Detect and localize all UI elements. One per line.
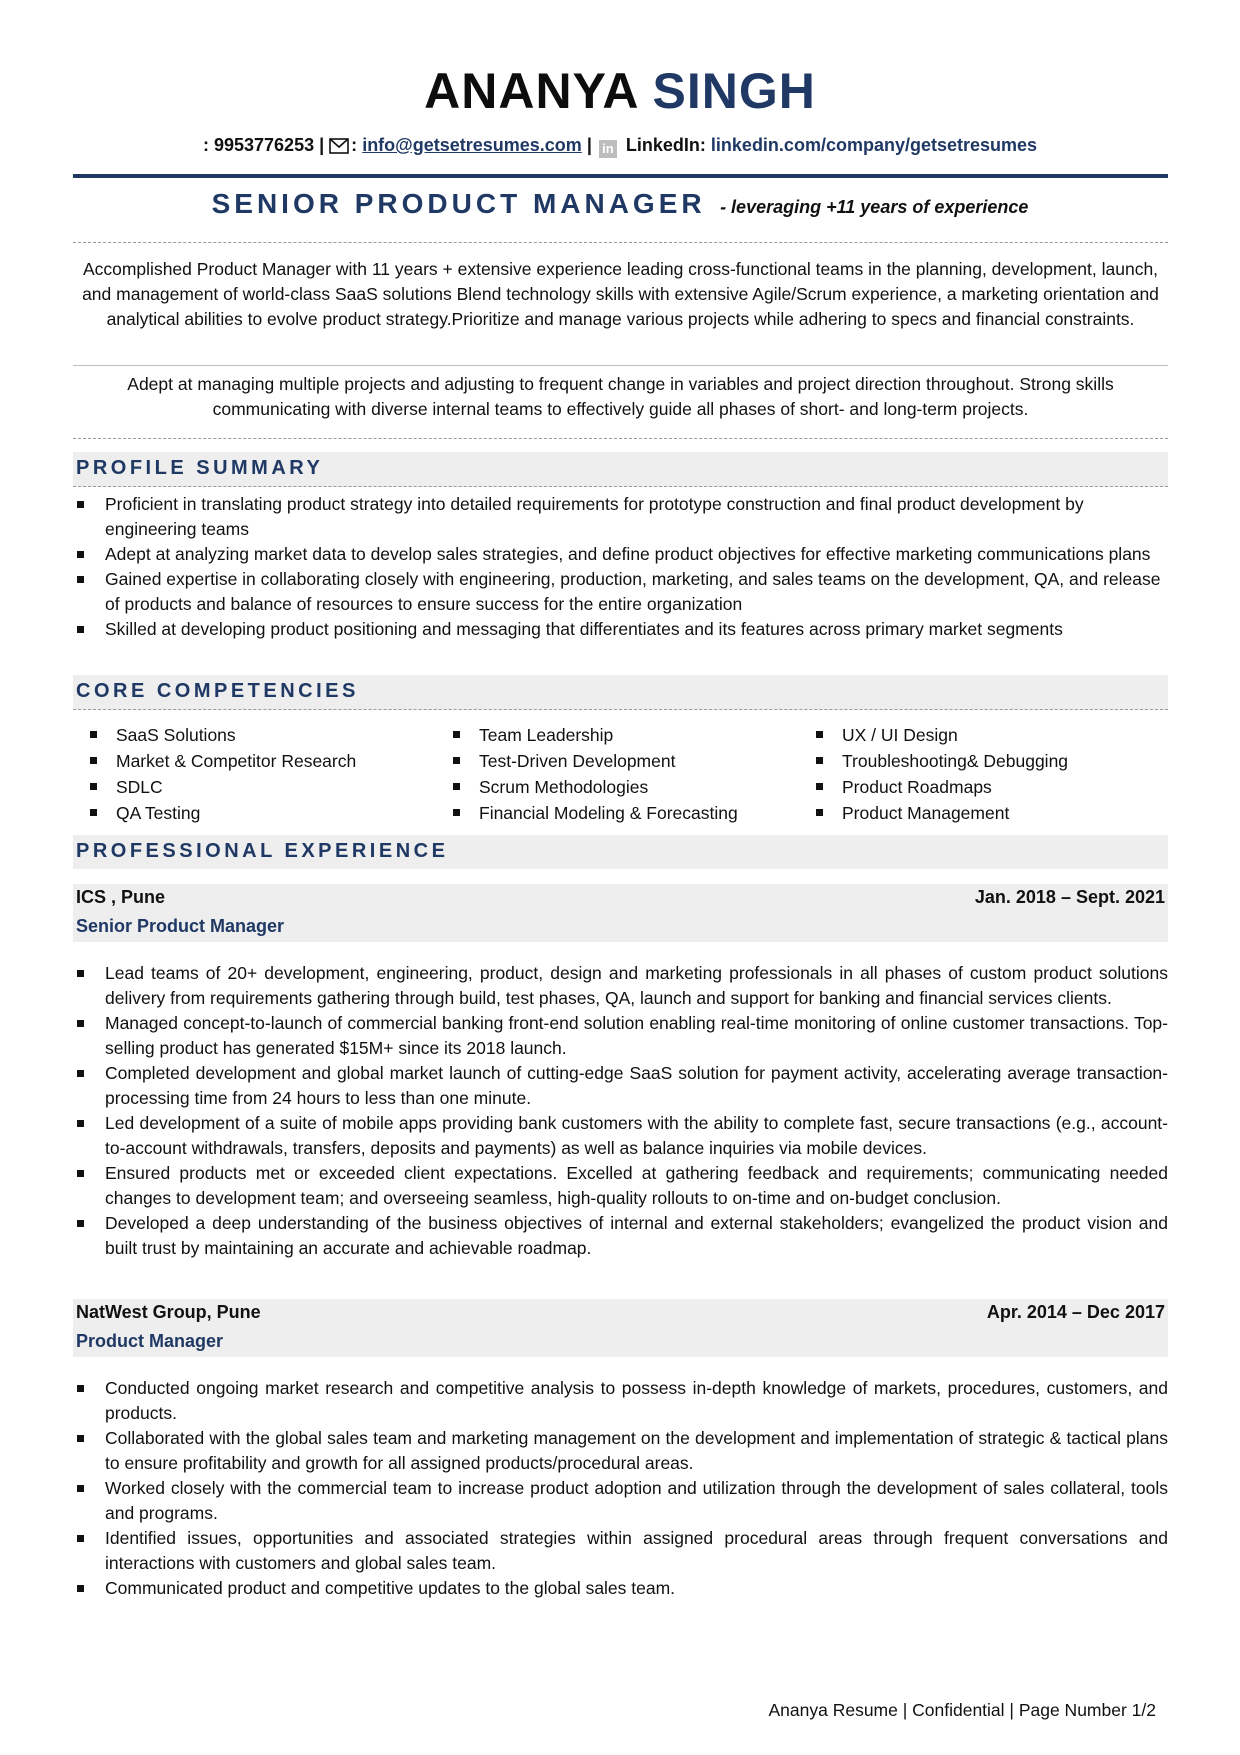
list-item: Product Roadmaps xyxy=(812,774,1152,800)
contact-line: : 9953776253 | : info@getsetresumes.com | in LinkedIn: linkedin.com/company/getsetresumes xyxy=(202,135,1038,156)
job-header xyxy=(73,1299,1168,1357)
linkedin-link[interactable]: linkedin.com/company/getsetresumes xyxy=(710,135,1038,155)
list-item: Proficient in translating product strategy into detailed requirements for prototype construction and final product development by engineering teams xyxy=(73,492,1168,542)
headline-tagline: - leveraging +11 years of experience xyxy=(720,197,1029,217)
list-item: Product Management xyxy=(812,800,1152,826)
list-item: QA Testing xyxy=(86,800,426,826)
list-item: UX / UI Design xyxy=(812,722,1152,748)
intro-divider xyxy=(73,365,1168,366)
profile-summary-list xyxy=(73,492,1168,642)
job-dates: Jan. 2018 – Sept. 2021 xyxy=(974,887,1165,907)
dotted-divider xyxy=(73,438,1168,439)
list-item: Lead teams of 20+ development, engineering, product, design and marketing professionals in all phases of custom product solutions delivery from requirements gathering through build, test phases, QA, launch and support for banking and financial services clients. xyxy=(73,961,1168,1011)
list-item: Communicated product and competitive updates to the global sales team. xyxy=(73,1576,1168,1601)
job-bullets xyxy=(73,961,1168,1261)
job-role: Senior Product Manager xyxy=(76,916,285,936)
company-name: ICS , Pune xyxy=(76,887,166,907)
email-link[interactable]: info@getsetresumes.com xyxy=(362,135,582,155)
list-item: Skilled at developing product positioning and messaging that differentiates and its features across primary market segments xyxy=(73,617,1168,642)
last-name: SINGH xyxy=(652,63,816,119)
list-item: SaaS Solutions xyxy=(86,722,426,748)
header-divider xyxy=(73,174,1168,178)
list-item: Managed concept-to-launch of commercial banking front-end solution enabling real-time monitoring of online customer transactions. Top-selling product has generated $15M+ since its 2018 launch. xyxy=(73,1011,1168,1061)
profile-summary-heading xyxy=(73,452,1168,487)
page-footer: Ananya Resume | Confidential | Page Number 1/2 xyxy=(768,1700,1156,1720)
job-title: SENIOR PRODUCT MANAGER xyxy=(211,188,706,219)
separator: | xyxy=(319,135,325,155)
intro-paragraph-1: Accomplished Product Manager with 11 years + extensive experience leading cross-functional teams in the planning, development, launch, and management of world-class SaaS solutions Blend technology skills with extensive Agile/Scrum experience, a marketing orientation and analytical abilities to evolve product strategy.Prioritize and manage various projects while adhering to specs and financial constraints. xyxy=(82,259,1159,329)
section-title: PROFESSIONAL EXPERIENCE xyxy=(76,840,449,862)
list-item: Gained expertise in collaborating closely with engineering, production, marketing, and sales teams on the development, QA, and release of products and balance of resources to ensure success for the entire organization xyxy=(73,567,1168,617)
list-item: Conducted ongoing market research and competitive analysis to possess in-depth knowledge of markets, procedures, customers, and products. xyxy=(73,1376,1168,1426)
competencies-column-2 xyxy=(449,722,789,826)
list-item: Test-Driven Development xyxy=(449,748,789,774)
core-competencies-heading xyxy=(73,675,1168,710)
list-item: Troubleshooting& Debugging xyxy=(812,748,1152,774)
first-name: ANANYA xyxy=(424,63,638,119)
phone-number: 9953776253 xyxy=(213,135,315,155)
section-title: CORE COMPETENCIES xyxy=(76,680,359,702)
list-item: Developed a deep understanding of the business objectives of internal and external stakeholders; evangelized the product vision and built trust by maintaining an accurate and achievable roadmap. xyxy=(73,1211,1168,1261)
list-item: Led development of a suite of mobile apps providing bank customers with the ability to complete fast, secure transactions (e.g., account-to-account withdrawals, transfers, deposits and payments) as well as balance inquiries via mobile devices. xyxy=(73,1111,1168,1161)
job-bullets xyxy=(73,1376,1168,1601)
list-item: Completed development and global market launch of cutting-edge SaaS solution for payment activity, accelerating average transaction-processing time from 24 hours to less than one minute. xyxy=(73,1061,1168,1111)
list-item: Collaborated with the global sales team and marketing management on the development and implementation of strategic & tactical plans to ensure profitability and growth for all assigned products/procedural areas. xyxy=(73,1426,1168,1476)
linkedin-label: LinkedIn: xyxy=(625,135,706,155)
competencies-column-3 xyxy=(812,722,1152,826)
list-item: Identified issues, opportunities and associated strategies within assigned procedural areas through frequent conversations and interactions with customers and global sales team. xyxy=(73,1526,1168,1576)
dotted-divider xyxy=(73,242,1168,243)
list-item: SDLC xyxy=(86,774,426,800)
phone-prefix: : xyxy=(202,135,209,155)
envelope-icon xyxy=(329,138,349,154)
list-item: Team Leadership xyxy=(449,722,789,748)
candidate-name xyxy=(0,62,1240,120)
list-item: Market & Competitor Research xyxy=(86,748,426,774)
list-item: Worked closely with the commercial team to increase product adoption and utilization through the development of sales collateral, tools and programs. xyxy=(73,1476,1168,1526)
professional-experience-heading xyxy=(73,835,1168,869)
headline xyxy=(0,186,1240,227)
list-item: Scrum Methodologies xyxy=(449,774,789,800)
section-title: PROFILE SUMMARY xyxy=(76,457,324,479)
separator: | xyxy=(586,135,592,155)
list-item: Ensured products met or exceeded client expectations. Excelled at gathering feedback and requirements; communicating needed changes to development team; and overseeing seamless, high-quality rollouts to on-time and on-budget conclusion. xyxy=(73,1161,1168,1211)
intro-paragraph-2: Adept at managing multiple projects and adjusting to frequent change in variables and project direction throughout. Strong skills communicating with diverse internal teams to effectively guide all phases of short- and long-term projects. xyxy=(127,374,1114,419)
job-role: Product Manager xyxy=(76,1331,224,1351)
job-header xyxy=(73,884,1168,942)
company-name: NatWest Group, Pune xyxy=(76,1302,261,1322)
job-dates: Apr. 2014 – Dec 2017 xyxy=(986,1302,1165,1322)
list-item: Adept at analyzing market data to develop sales strategies, and define product objectives for effective marketing communications plans xyxy=(73,542,1168,567)
list-item: Financial Modeling & Forecasting xyxy=(449,800,789,826)
competencies-column-1 xyxy=(86,722,426,826)
linkedin-icon: in xyxy=(599,140,617,158)
